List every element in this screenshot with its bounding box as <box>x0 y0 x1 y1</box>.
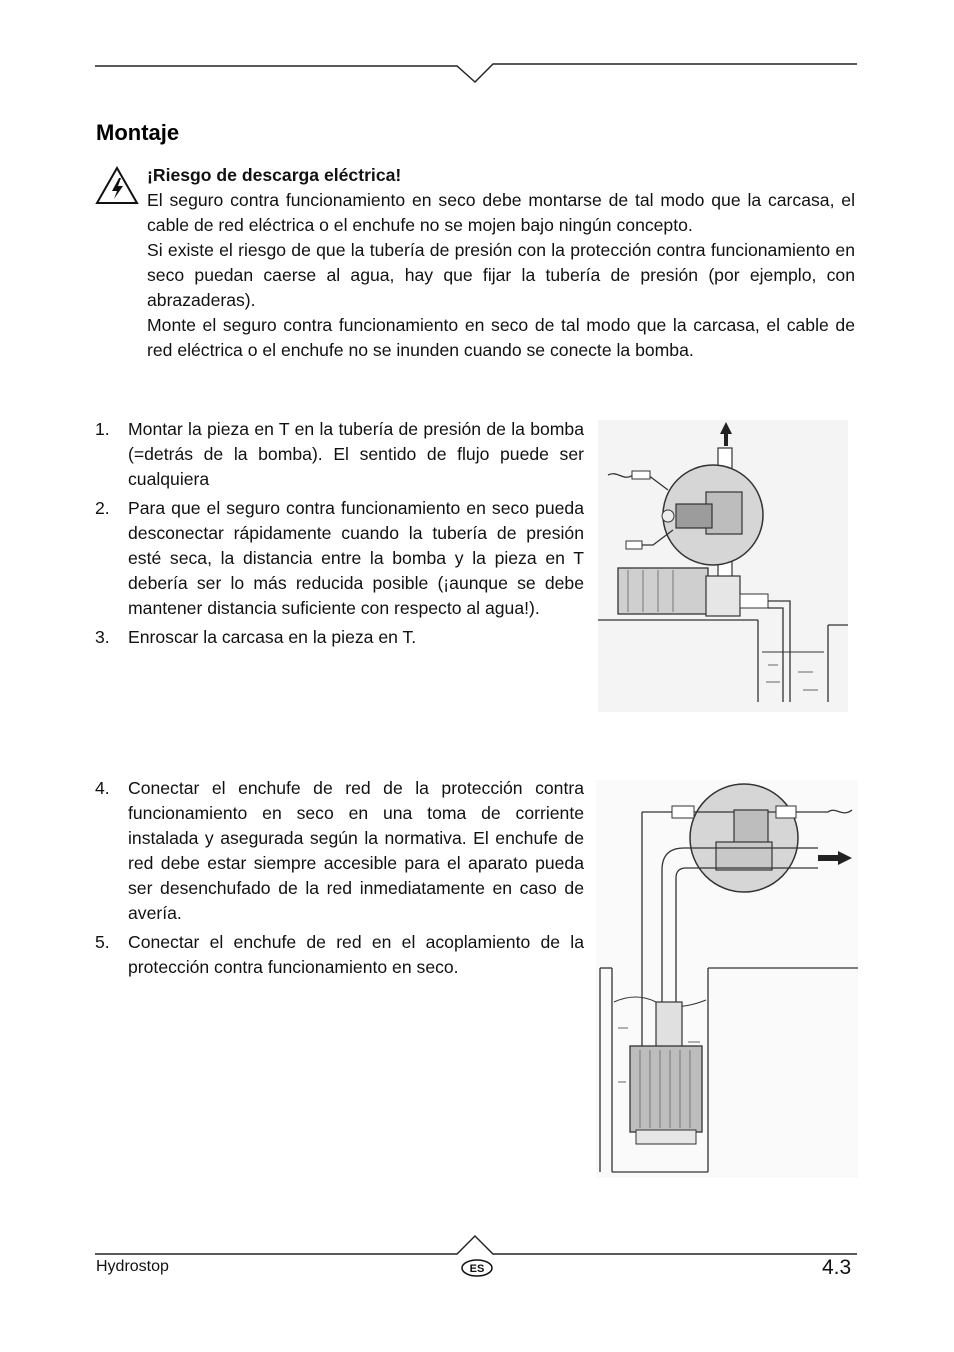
list-item <box>95 417 584 492</box>
steps-list-1 <box>95 417 584 654</box>
list-item <box>95 930 584 980</box>
step-number: 3. <box>95 627 110 647</box>
steps-list-2 <box>95 776 584 984</box>
footer-rule <box>95 1230 857 1260</box>
product-name: Hydrostop <box>96 1258 169 1275</box>
list-item <box>95 776 584 926</box>
step-text: Conectar el enchufe de red de la protección contra funcionamiento en seco en una toma de corriente instalada y asegurada según la normativa. El enchufe de red debe estar siempre accesible para el aparato pueda ser desenchufado de la red inmediatamente en caso de avería. <box>128 778 584 923</box>
warning-paragraph: Si existe el riesgo de que la tubería de presión con la protección contra funcionamiento en seco puedan caerse al agua, hay que fijar la tubería de presión (por ejemplo, con abrazaderas). <box>147 240 855 310</box>
step-text: Para que el seguro contra funcionamiento en seco pueda desconectar rápidamente cuando la tubería de presión esté seca, la distancia entre la bomba y la pieza en T debería ser lo más reducida posible (¡aunque se debe mantener distancia suficiente con respecto al agua!). <box>128 498 584 618</box>
step-number: 4. <box>95 778 110 798</box>
warning-paragraph: Monte el seguro contra funcionamiento en seco de tal modo que la carcasa, el cable de red eléctrica o el enchufe no se inunden cuando se conecte la bomba. <box>147 315 855 360</box>
step-number: 2. <box>95 498 110 518</box>
page-number: 4.3 <box>822 1256 852 1279</box>
submersible-pump-illustration <box>596 780 858 1178</box>
step-number: 5. <box>95 932 110 952</box>
list-item <box>95 625 584 650</box>
step-text: Conectar el enchufe de red en el acoplamiento de la protección contra funcionamiento en seco. <box>128 932 584 977</box>
language-code: ES <box>469 1263 485 1275</box>
section-title: Montaje <box>96 120 180 145</box>
step-number: 1. <box>95 419 110 439</box>
list-item <box>95 496 584 621</box>
electric-hazard-icon <box>95 166 139 206</box>
language-badge <box>460 1258 494 1278</box>
step-text: Montar la pieza en T en la tubería de presión de la bomba (=detrás de la bomba). El sentido de flujo puede ser cualquiera <box>128 419 584 489</box>
surface-pump-illustration <box>598 420 848 712</box>
header-rule <box>95 58 857 88</box>
warning-paragraph: El seguro contra funcionamiento en seco debe montarse de tal modo que la carcasa, el cable de red eléctrica o el enchufe no se mojen bajo ningún concepto. <box>147 190 855 235</box>
warning-block <box>147 163 855 363</box>
warning-heading: ¡Riesgo de descarga eléctrica! <box>147 165 402 185</box>
step-text: Enroscar la carcasa en la pieza en T. <box>128 627 417 647</box>
